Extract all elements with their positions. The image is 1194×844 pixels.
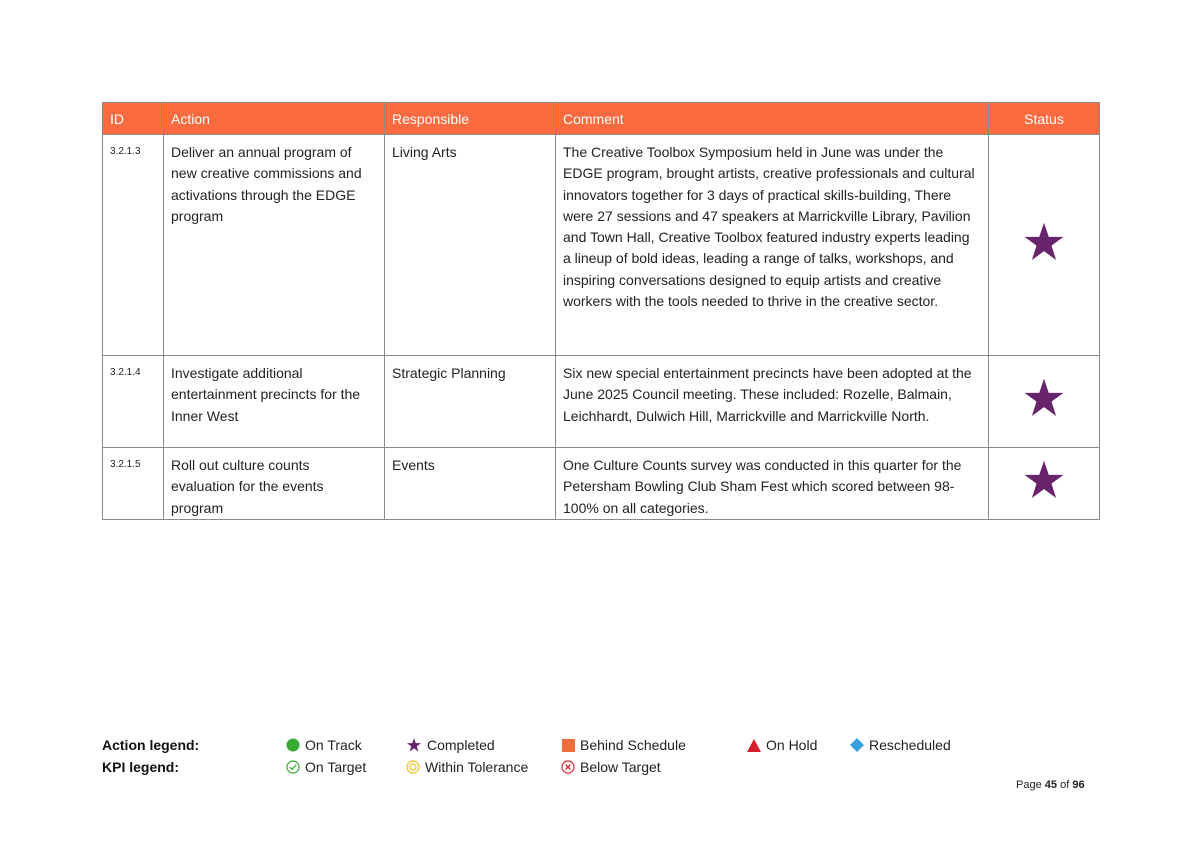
row-status bbox=[989, 356, 1100, 448]
blue-diamond-icon bbox=[850, 738, 864, 752]
legend-on-track bbox=[286, 737, 362, 753]
legend-on-track-label: On Track bbox=[305, 737, 362, 753]
page-number bbox=[1016, 779, 1085, 791]
purple-star-icon bbox=[406, 737, 422, 753]
table-row bbox=[103, 135, 1100, 356]
row-action: Investigate additional entertainment precincts for the Inner West bbox=[164, 356, 385, 448]
legend-completed bbox=[406, 737, 495, 753]
table-row bbox=[103, 356, 1100, 448]
page-current: 45 bbox=[1044, 779, 1058, 791]
legend-on-hold-label: On Hold bbox=[766, 737, 818, 753]
row-status bbox=[989, 448, 1100, 520]
table-header-row bbox=[103, 103, 1100, 135]
header-id: ID bbox=[103, 103, 164, 135]
legend-rescheduled bbox=[850, 737, 951, 753]
legend-within-tolerance bbox=[406, 759, 528, 775]
green-check-circle-icon bbox=[286, 760, 300, 774]
legend-on-target bbox=[286, 759, 366, 775]
legend-rescheduled-label: Rescheduled bbox=[869, 737, 951, 753]
legend-behind-schedule bbox=[562, 737, 686, 753]
row-action: Deliver an annual program of new creative commissions and activations through the EDGE program bbox=[164, 135, 385, 356]
row-responsible: Events bbox=[385, 448, 556, 520]
yellow-ring-icon bbox=[406, 760, 420, 774]
page-total: 96 bbox=[1072, 779, 1085, 791]
legend-on-hold bbox=[747, 737, 817, 753]
row-comment: Six new special entertainment precincts have been adopted at the June 2025 Council meeting. These included: Rozelle, Balmain, Leichhardt, Dulwich Hill, Marrickville and Marrickville North. bbox=[556, 356, 989, 448]
completed-star-icon bbox=[1022, 220, 1066, 264]
legend-below-target bbox=[561, 759, 661, 775]
row-id: 3.2.1.4 bbox=[103, 356, 164, 448]
kpi-legend-title: KPI legend: bbox=[102, 759, 180, 775]
green-circle-icon bbox=[286, 738, 300, 752]
row-comment: One Culture Counts survey was conducted in this quarter for the Petersham Bowling Club Sham Fest which scored between 98-100% on all categories. bbox=[556, 448, 989, 520]
table-row bbox=[103, 448, 1100, 520]
page-label: Page bbox=[1016, 779, 1042, 791]
row-responsible: Living Arts bbox=[385, 135, 556, 356]
header-comment: Comment bbox=[556, 103, 989, 135]
legend-on-target-label: On Target bbox=[305, 759, 367, 775]
header-responsible: Responsible bbox=[385, 103, 556, 135]
actions-table bbox=[102, 102, 1100, 520]
red-x-circle-icon bbox=[561, 760, 575, 774]
legend-below-target-label: Below Target bbox=[580, 759, 661, 775]
row-responsible: Strategic Planning bbox=[385, 356, 556, 448]
row-id: 3.2.1.5 bbox=[103, 448, 164, 520]
row-action: Roll out culture counts evaluation for the events program bbox=[164, 448, 385, 520]
row-comment: The Creative Toolbox Symposium held in June was under the EDGE program, brought artists, creative professionals and cultural innovators together for 3 days of practical skills-building, There were 27 sessions and 47 speakers at Marrickville Library, Pavilion and Town Hall, Creative Toolbox featured industry experts leading a lineup of bold ideas, leading a range of talks, workshops, and inspiring conversations designed to equip artists and creative workers with the tools needed to thrive in the creative sector. bbox=[556, 135, 989, 356]
page-of: of bbox=[1060, 779, 1070, 791]
legend-completed-label: Completed bbox=[427, 737, 495, 753]
header-action: Action bbox=[164, 103, 385, 135]
completed-star-icon bbox=[1022, 376, 1066, 420]
row-status bbox=[989, 135, 1100, 356]
red-triangle-icon bbox=[747, 739, 761, 752]
orange-square-icon bbox=[562, 739, 575, 752]
action-legend-title: Action legend: bbox=[102, 737, 200, 753]
legend-behind-schedule-label: Behind Schedule bbox=[580, 737, 686, 753]
completed-star-icon bbox=[1022, 458, 1066, 502]
legend-within-tolerance-label: Within Tolerance bbox=[425, 759, 529, 775]
row-id: 3.2.1.3 bbox=[103, 135, 164, 356]
header-status: Status bbox=[989, 103, 1100, 135]
